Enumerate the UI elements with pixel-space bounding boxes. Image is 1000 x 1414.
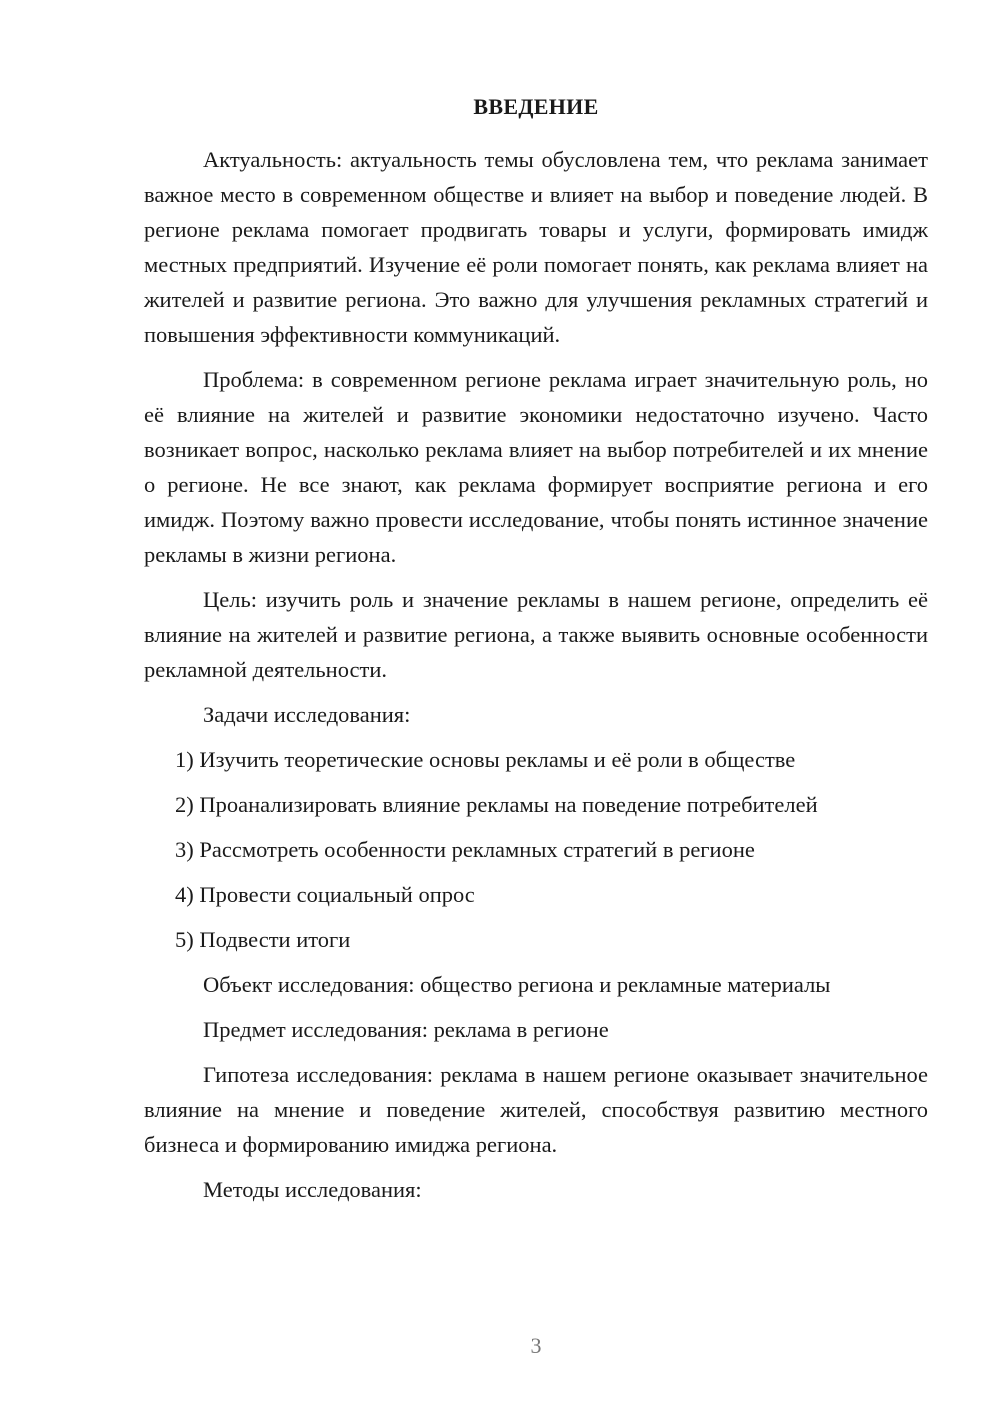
methods-label: Методы исследования:	[203, 1177, 422, 1202]
list-item: 3) Рассмотреть особенности рекламных стратегий в регионе	[175, 837, 755, 862]
paragraph-object: Объект исследования: общество региона и рекламные материалы	[203, 972, 831, 997]
paragraph-problem: Проблема: в современном регионе реклама играет значительную роль, но её влияние на жителей и развитие экономики недостаточно изучено. Часто возникает вопрос, насколько реклама влияет на выбор потребителей и их мнение о регионе. Не все знают, как реклама формирует восприятие региона и его имидж. Поэтому важно провести исследование, чтобы понять истинное значение рекламы в жизни региона.	[144, 367, 928, 567]
paragraph-actuality: Актуальность: актуальность темы обусловлена тем, что реклама занимает важное место в современном обществе и влияет на выбор и поведение людей. В регионе реклама помогает продвигать товары и услуги, формировать имидж местных предприятий. Изучение её роли помогает понять, как реклама влияет на жителей и развитие региона. Это важно для улучшения рекламных стратегий и повышения эффективности коммуникаций.	[144, 147, 928, 347]
list-item: 4) Провести социальный опрос	[175, 882, 475, 907]
paragraph-hypothesis: Гипотеза исследования: реклама в нашем регионе оказывает значительное влияние на мнение и поведение жителей, способствуя развитию местного бизнеса и формированию имиджа региона.	[144, 1062, 928, 1157]
page-title: ВВЕДЕНИЕ	[473, 94, 599, 119]
page-number: 3	[530, 1333, 542, 1358]
tasks-list	[144, 742, 928, 957]
list-item: 1) Изучить теоретические основы рекламы и её роли в обществе	[175, 747, 796, 772]
paragraph-goal: Цель: изучить роль и значение рекламы в нашем регионе, определить её влияние на жителей и развитие региона, а также выявить основные особенности рекламной деятельности.	[144, 587, 928, 682]
list-item: 2) Проанализировать влияние рекламы на поведение потребителей	[175, 792, 818, 817]
tasks-label: Задачи исследования:	[203, 702, 411, 727]
document-body	[144, 142, 928, 1217]
paragraph-subject: Предмет исследования: реклама в регионе	[203, 1017, 609, 1042]
list-item: 5) Подвести итоги	[175, 927, 351, 952]
